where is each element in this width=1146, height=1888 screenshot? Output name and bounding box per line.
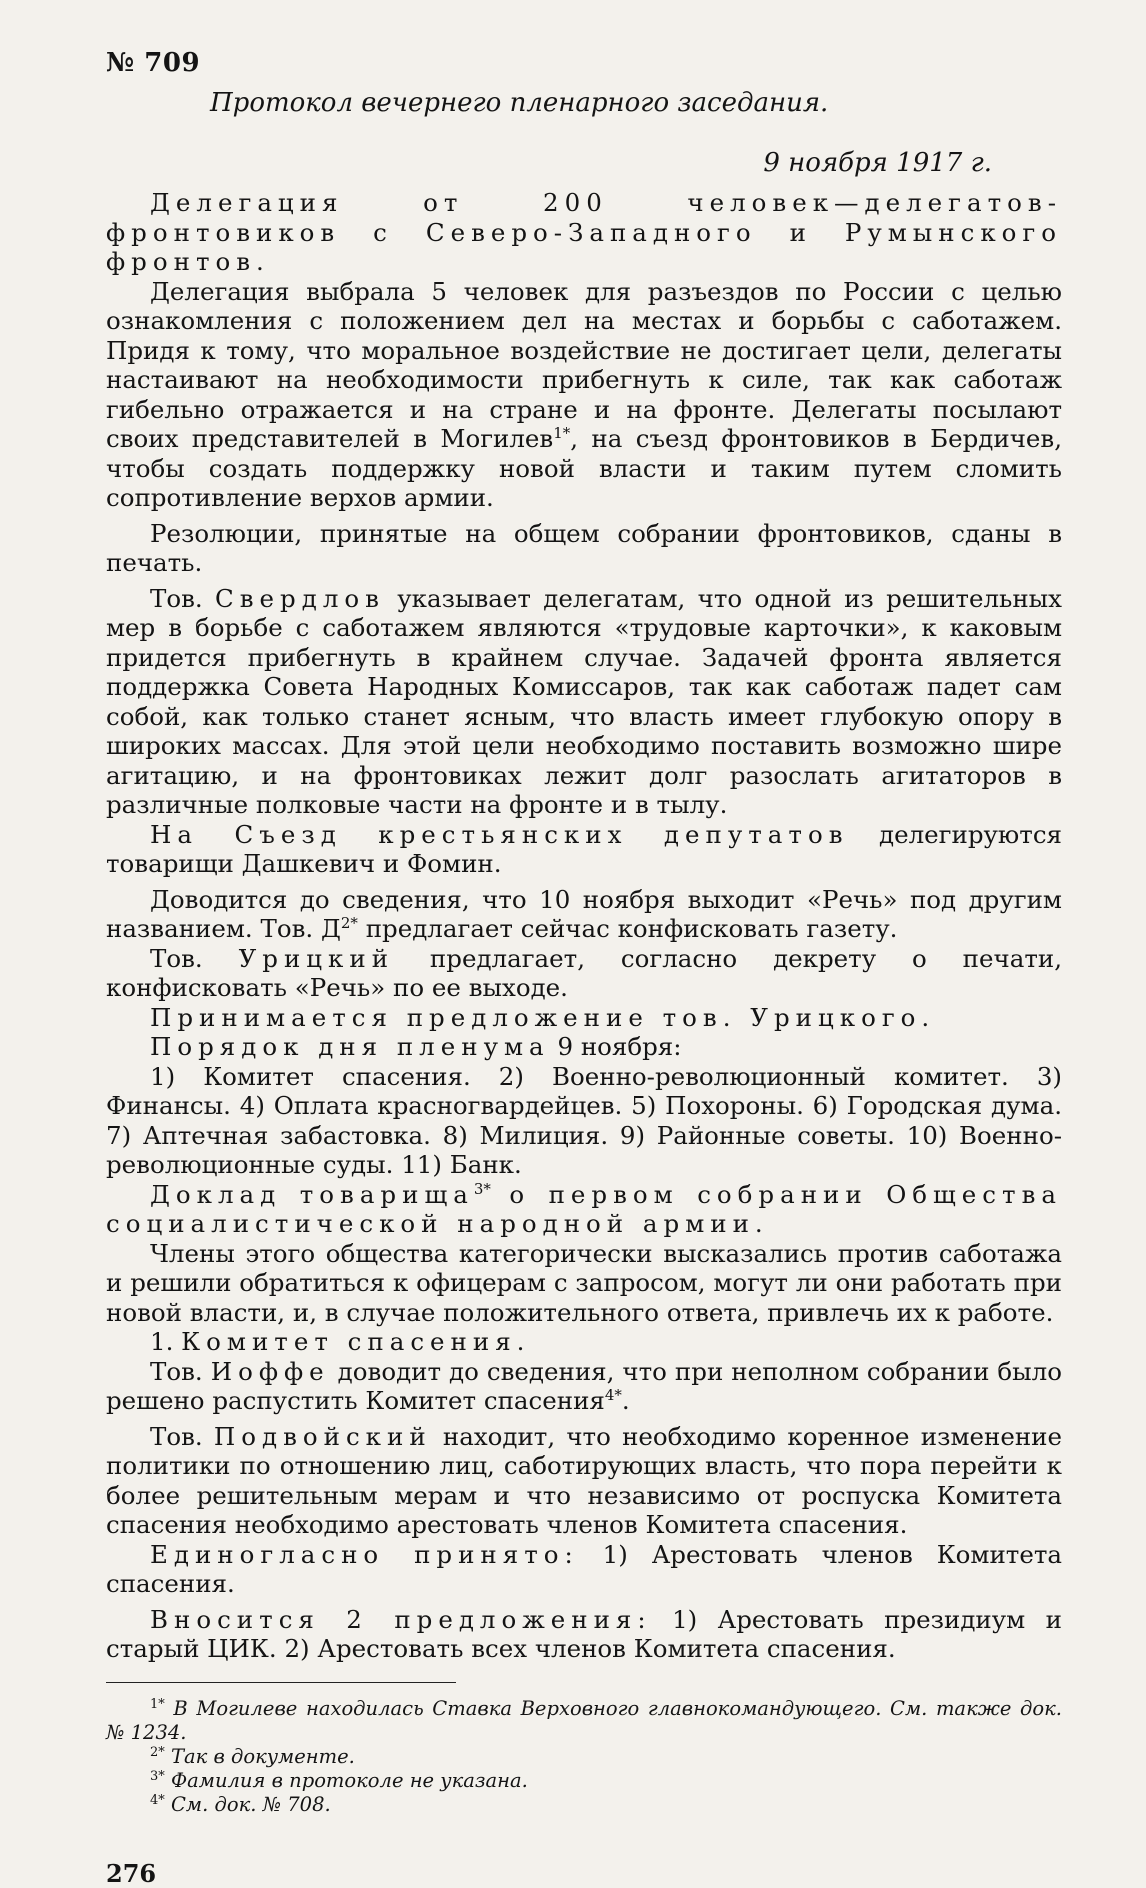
- paragraph-committee-heading: 1. Комитет спасения.: [150, 1327, 531, 1356]
- paragraph-ioffe: Тов. Иоффе доводит до сведения, что при неполном собрании было решено распустить Комитет спасения$^{4*}$.: [106, 1356, 1062, 1415]
- paragraph-delegation: [106, 188, 1062, 277]
- paragraph-unanimous: Единогласно принято: 1) Арестовать членов Комитета спасения.: [106, 1539, 1063, 1598]
- protocol-body: [106, 188, 1062, 1664]
- speaker-name: Свердлов: [215, 583, 385, 613]
- spaced-heading: На Съезд крестьянских депутатов: [150, 819, 849, 849]
- document-number: № 709: [106, 48, 201, 78]
- paragraph-podvoisky: Тов. Подвойский находит, что необходимо коренное изменение политики по отношению лиц, саботирующих власть, что пора перейти к более решительным мерам и что независимо от роспуска Комитета спасения необходимо арестовать членов Комитета спасения.: [106, 1421, 1062, 1539]
- paragraph-agenda-heading: Порядок дня пленума 9 ноября:: [150, 1032, 682, 1061]
- footnote-ref: 1*: [553, 424, 571, 442]
- spaced-heading: Принимается предложение тов. Урицкого.: [150, 1002, 936, 1032]
- footnote-ref: 3*: [473, 1179, 491, 1198]
- footnote-ref: 2*: [340, 914, 358, 932]
- paragraph-proposals: Вносится 2 предложения: 1) Арестовать президиум и старый ЦИК. 2) Арестовать всех членов Комитета спасения.: [106, 1604, 1062, 1663]
- footnote-ref: 4*: [604, 1386, 622, 1404]
- paragraph-agenda-items: 1) Комитет спасения. 2) Военно-революционный комитет. 3) Финансы. 4) Оплата красногвардейцев. 5) Похороны. 6) Городская дума. 7) Аптечная забастовка. 8) Милиция. 9) Районные советы. 10) Военно-революционные суды. 11) Банк.: [106, 1061, 1062, 1179]
- spaced-heading: Вносится 2 предложения:: [150, 1604, 652, 1634]
- paragraph-delegation-details: Делегация выбрала 5 человек для разъездов по России с целью ознакомления с положением дел на местах и борьбы с саботажем. Придя к тому, что моральное воздействие не достигает цели, делегаты настаивают на необходимости прибегнуть к силе, так как саботаж гибельно отражается и на стране и на фронте. Делегаты посылают своих представителей в Могилев$^{1*}$, на съезд фронтовиков в Бердичев, чтобы создать поддержку новой власти и таким путем сломить сопротивление верхов армии.: [106, 276, 1062, 512]
- speaker-name: Подвойский: [213, 1421, 432, 1451]
- speaker-name: Урицкий: [238, 943, 395, 973]
- footnote-divider: [106, 1682, 456, 1683]
- paragraph-accepted: [106, 1003, 1062, 1033]
- footnote-item: $^{2*}$ Так в документе.: [150, 1744, 355, 1768]
- spaced-heading: Делегация от 200 человек—делегатов-фронтовиков с Северо-Западного и Румынского фронтов.: [106, 188, 1062, 276]
- spaced-heading: Комитет спасения.: [181, 1327, 531, 1356]
- spaced-heading: Порядок дня пленума: [150, 1032, 550, 1061]
- paragraph-uritsky: Тов. Урицкий предлагает, согласно декрету о печати, конфисковать «Речь» по ее выходе.: [106, 943, 1062, 1002]
- paragraph-peasant-congress: На Съезд крестьянских депутатов делегируются товарищи Дашкевич и Фомин.: [106, 819, 1062, 878]
- footnote-item: $^{1*}$ В Могилеве находилась Ставка Верховного главнокомандующего. См. также док. № 1234.: [106, 1696, 1062, 1744]
- speaker-name: Иоффе: [210, 1356, 330, 1386]
- footnote-item: $^{4*}$ См. док. № 708.: [150, 1792, 331, 1816]
- paragraph-society-members: Члены этого общества категорически высказались против саботажа и решили обратиться к офицерам с запросом, могут ли они работать при новой власти, и, в случае положительного ответа, привлечь их к работе.: [106, 1238, 1062, 1327]
- document-title: Протокол вечернего пленарного заседания.: [210, 88, 829, 118]
- paragraph-sverdlov: Тов. Свердлов указывает делегатам, что одной из решительных мер в борьбе с саботажем являются «трудовые карточки», к каковым придется прибегнуть в крайнем случае. Задачей фронта является поддержка Совета Народных Комиссаров, так как саботаж падет сам собой, как только станет ясным, что власть имеет глубокую опору в широких массах. Для этой цели необходимо поставить возможно шире агитацию, и на фронтовиках лежит долг разослать агитаторов в различные полковые части на фронте и в тылу.: [106, 583, 1062, 819]
- paragraph-report: [106, 1180, 1062, 1239]
- paragraph-resolutions: Резолюции, принятые на общем собрании фронтовиков, сданы в печать.: [106, 518, 1062, 577]
- footnotes: [106, 1697, 1062, 1817]
- document-date: 9 ноября 1917 г.: [763, 148, 992, 178]
- paragraph-rech-newspaper: Доводится до сведения, что 10 ноября выходит «Речь» под другим названием. Тов. $Д^{2*}$ предлагает сейчас конфисковать газету.: [106, 884, 1062, 943]
- spaced-heading: Доклад товарища: [150, 1179, 474, 1209]
- spaced-heading: о первом собрании Общества социалистической народной армии.: [106, 1179, 1062, 1238]
- spaced-heading: Единогласно принято:: [150, 1539, 579, 1569]
- page-number: 276: [106, 1858, 157, 1888]
- footnote-item: $^{3*}$ Фамилия в протоколе не указана.: [150, 1768, 528, 1792]
